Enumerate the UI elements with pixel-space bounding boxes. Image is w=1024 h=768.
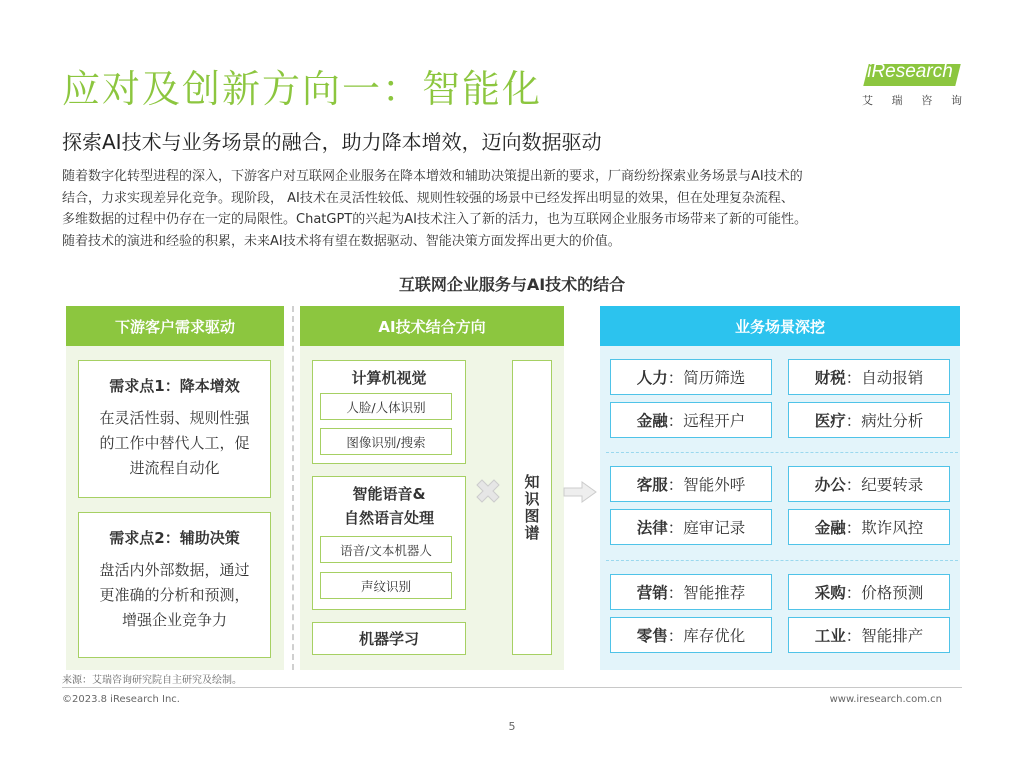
scenario-box xyxy=(610,509,772,545)
need-desc-line: 增强企业竞争力 xyxy=(121,611,227,629)
colon: ： xyxy=(667,369,684,387)
tech-item: 人脸/人体识别 xyxy=(320,393,452,420)
copyright: ©2023.8 iResearch Inc. xyxy=(62,694,180,705)
tech-title: 智能语音& xyxy=(352,485,426,503)
colon: ： xyxy=(845,412,862,430)
row-divider xyxy=(606,452,958,453)
scenario-category: 采购 xyxy=(814,584,846,602)
tech-item: 声纹识别 xyxy=(320,572,452,599)
scenario-category: 工业 xyxy=(814,627,846,645)
need-title: 需求点1：降本增效 xyxy=(109,377,240,395)
scenario-value: 庭审记录 xyxy=(683,519,746,537)
scenario-category: 法律 xyxy=(636,519,668,537)
need-title: 需求点2：辅助决策 xyxy=(109,529,240,547)
scenario-category: 客服 xyxy=(636,476,668,494)
tech-item: 语音/文本机器人 xyxy=(320,536,452,563)
scenario-box xyxy=(788,617,950,653)
need-desc xyxy=(79,558,270,633)
scenario-value: 欺诈风控 xyxy=(861,519,924,537)
scenario-category: 医疗 xyxy=(814,412,846,430)
scenario-category: 金融 xyxy=(636,412,668,430)
scenario-box xyxy=(788,509,950,545)
website-link[interactable]: www.iresearch.com.cn xyxy=(829,694,942,705)
scenario-box xyxy=(610,617,772,653)
logo-cn-char: 瑞 xyxy=(891,94,903,107)
scenario-value: 远程开户 xyxy=(683,412,746,430)
need-desc xyxy=(79,406,270,481)
logo-cn-char: 艾 xyxy=(862,94,873,107)
colon: ： xyxy=(667,584,684,602)
scenario-value: 病灶分析 xyxy=(861,412,924,430)
tech-title: 自然语言处理 xyxy=(343,509,434,527)
logo-cn-char: 询 xyxy=(950,94,962,107)
need-desc-line: 盘活内外部数据，通过 xyxy=(99,561,250,579)
scenario-value: 价格预测 xyxy=(861,584,924,602)
colon: ： xyxy=(845,519,862,537)
scenario-category: 财税 xyxy=(814,369,846,387)
scenario-box xyxy=(788,359,950,395)
kg-text: 知识图谱 xyxy=(522,473,541,542)
colon: ： xyxy=(845,584,862,602)
column-divider xyxy=(292,306,294,670)
footer-divider xyxy=(62,687,962,688)
need-desc-line: 的工作中替代人工，促 xyxy=(99,434,250,452)
need-desc-line: 在灵活性弱、规则性强 xyxy=(99,409,250,427)
scenario-value: 库存优化 xyxy=(683,627,746,645)
scenario-value: 简历筛选 xyxy=(683,369,746,387)
scenario-box xyxy=(610,402,772,438)
source-note: 来源：艾瑞咨询研究院自主研究及绘制。 xyxy=(62,675,242,686)
scenario-category: 人力 xyxy=(636,369,668,387)
need-desc-line: 更准确的分析和预测， xyxy=(99,586,250,604)
page-title: 应对及创新方向一：智能化 xyxy=(62,67,543,111)
scenario-box xyxy=(788,402,950,438)
col-header-demand: 下游客户需求驱动 xyxy=(66,306,284,346)
scenario-value: 自动报销 xyxy=(861,369,924,387)
intro-paragraph xyxy=(62,166,962,252)
scenario-box xyxy=(610,359,772,395)
tech-title: 计算机视觉 xyxy=(351,369,427,387)
tech-ml: 机器学习 xyxy=(312,622,466,655)
col-header-ai-tech: AI技术结合方向 xyxy=(300,306,564,346)
need-desc-line: 进流程自动化 xyxy=(129,459,220,477)
need-box-2 xyxy=(78,512,271,658)
scenario-box xyxy=(788,574,950,610)
tech-knowledge-graph xyxy=(512,360,552,655)
paragraph-line: 多维数据的过程中仍存在一定的局限性。ChatGPT的兴起为AI技术注入了新的活力，也为互联网企业服务市场带来了新的可能性。 xyxy=(62,212,807,227)
colon: ： xyxy=(845,627,862,645)
paragraph-line: 结合，力求实现差异化竞争。现阶段， AI技术在灵活性较低、规则性较强的场景中已经发挥出明显的效果，但在处理复杂流程、 xyxy=(62,190,794,206)
page-number: 5 xyxy=(508,720,516,733)
scenario-value: 纪要转录 xyxy=(861,476,924,494)
colon: ： xyxy=(667,519,684,537)
scenario-box xyxy=(610,574,772,610)
scenario-value: 智能排产 xyxy=(861,627,924,645)
colon: ： xyxy=(667,627,684,645)
tech-item: 图像识别/搜索 xyxy=(320,428,452,455)
diagram-title: 互联网企业服务与AI技术的结合 xyxy=(398,275,626,294)
scenario-value: 智能推荐 xyxy=(683,584,746,602)
scenario-box xyxy=(610,466,772,502)
logo-cn xyxy=(862,92,962,108)
need-box-1 xyxy=(78,360,271,498)
colon: ： xyxy=(845,369,862,387)
colon: ： xyxy=(667,476,684,494)
row-divider xyxy=(606,560,958,561)
arrow-right-icon xyxy=(562,480,598,508)
subtitle: 探索AI技术与业务场景的融合，助力降本增效，迈向数据驱动 xyxy=(62,130,602,154)
scenario-category: 零售 xyxy=(636,627,668,645)
scenario-value: 智能外呼 xyxy=(683,476,746,494)
iresearch-logo xyxy=(858,60,962,110)
scenario-category: 营销 xyxy=(636,584,668,602)
cross-icon xyxy=(473,476,503,510)
scenario-category: 金融 xyxy=(814,519,846,537)
scenario-category: 办公 xyxy=(814,476,846,494)
paragraph-line: 随着技术的演进和经验的积累，未来AI技术将有望在数据驱动、智能决策方面发挥出更大的价值。 xyxy=(62,233,621,249)
logo-cn-char: 咨 xyxy=(921,94,933,107)
paragraph-line: 随着数字化转型进程的深入，下游客户对互联网企业服务在降本增效和辅助决策提出新的要求，厂商纷纷探索业务场景与AI技术的 xyxy=(62,169,803,184)
col-header-scenarios: 业务场景深挖 xyxy=(600,306,960,346)
logo-text: iResearch xyxy=(867,61,953,82)
colon: ： xyxy=(667,412,684,430)
scenario-box xyxy=(788,466,950,502)
colon: ： xyxy=(845,476,862,494)
